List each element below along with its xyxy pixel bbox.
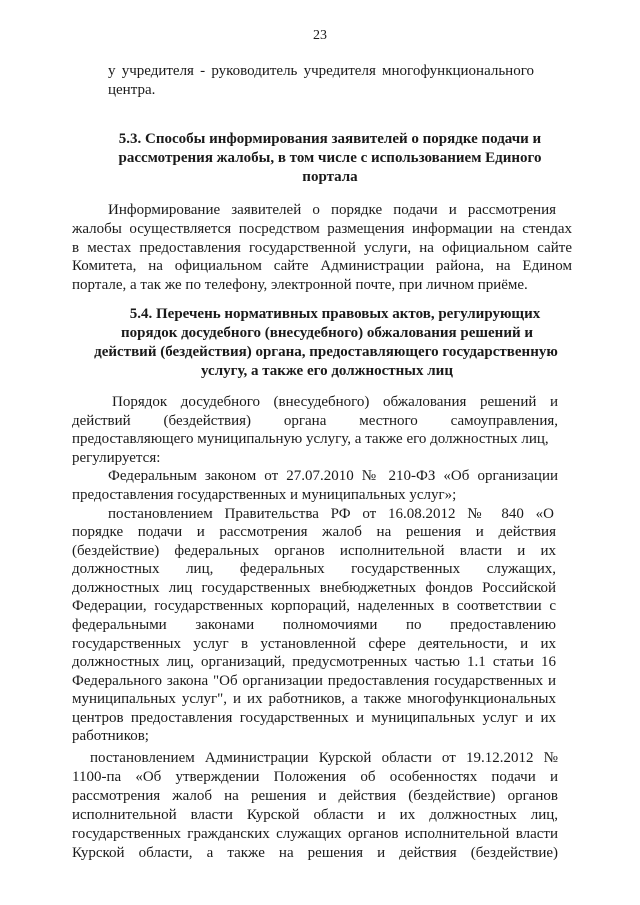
paragraph-line: Информирование заявителей о порядке подачи и рассмотрения [108, 202, 556, 218]
section-heading: услугу, а также его должностных лиц [201, 363, 453, 379]
section-heading: 5.4. Перечень нормативных правовых актов, регулирующих [129, 306, 541, 322]
paragraph-line: Порядок досудебного (внесудебного) обжалования решений и [112, 394, 558, 410]
section-heading: действий (бездействия) органа, предоставляющего государственную [94, 344, 558, 360]
paragraph-line: муниципальных услуг", и их работников, а также многофункциональных [72, 691, 556, 707]
paragraph-line: Федеральным законом от 27.07.2010 № 210-ФЗ «Об организации [108, 468, 558, 484]
paragraph-line: центров предоставления государственных и муниципальных услуг и их [72, 710, 556, 726]
paragraph-line: действий (бездействия) органа местного самоуправления, [72, 413, 558, 429]
paragraph-line: Курской области, а также на решения и действия (бездействие) [72, 845, 558, 861]
paragraph-line: должностных лиц, организаций, предусмотренных частью 1.1 статьи 16 [72, 654, 556, 670]
section-heading: 5.3. Способы информирования заявителей о порядке подачи и [118, 131, 542, 147]
paragraph-line: государственных гражданских служащих органов исполнительной власти [72, 826, 558, 842]
paragraph-line: Комитета, на официальном сайте Администрации района, на Едином [72, 258, 572, 274]
paragraph-line: предоставляющего муниципальную услугу, а также его должностных лиц, [72, 431, 549, 447]
paragraph-line: работников; [72, 728, 149, 744]
paragraph-line: федеральными законами полномочиями по предоставлению [72, 617, 556, 633]
paragraph-line: постановлением Администрации Курской области от 19.12.2012 № [90, 750, 558, 766]
paragraph-line: (бездействие) федеральных органов исполнительной власти и их [72, 543, 556, 559]
paragraph-line: порядке подачи и рассмотрения жалоб на решения и действия [72, 524, 556, 540]
paragraph-line: жалобы осуществляется посредством размещения информации на стендах [72, 221, 572, 237]
paragraph-line: предоставления государственных и муниципальных услуг»; [72, 487, 457, 503]
paragraph-line: в местах предоставления государственной услуги, на официальном сайте [72, 240, 572, 256]
paragraph-line: портале, а так же по телефону, электронной почте, при личном приёме. [72, 277, 528, 293]
paragraph-line: регулируется: [72, 450, 161, 466]
paragraph-line: должностных лиц государственных внебюджетных фондов Российской [72, 580, 556, 596]
section-heading: порядок досудебного (внесудебного) обжалования решений и [121, 325, 533, 341]
paragraph-line: постановлением Правительства РФ от 16.08.2012 № 840 «О [108, 506, 554, 522]
paragraph-line: исполнительной власти Курской области и их должностных лиц, [72, 807, 558, 823]
section-heading: рассмотрения жалобы, в том числе с использованием Единого [118, 150, 542, 166]
paragraph-line: Федерации, государственных корпораций, наделенных в соответствии с [72, 598, 556, 614]
paragraph-line: рассмотрения жалоб на решения и действия (бездействие) органов [72, 788, 558, 804]
paragraph-line: 1100-па «Об утверждении Положения об особенностях подачи и [72, 769, 558, 785]
page-number: 23 [313, 28, 327, 43]
paragraph-line: государственных услуг в установленной сфере деятельности, и их [72, 636, 556, 652]
intro-line: центра. [108, 82, 156, 98]
intro-line: у учредителя - руководитель учредителя многофункционального [108, 63, 534, 79]
paragraph-line: должностных лиц, федеральных государственных служащих, [72, 561, 556, 577]
section-heading: портала [302, 169, 358, 185]
paragraph-line: Федерального закона "Об организации предоставления государственных и [72, 673, 556, 689]
